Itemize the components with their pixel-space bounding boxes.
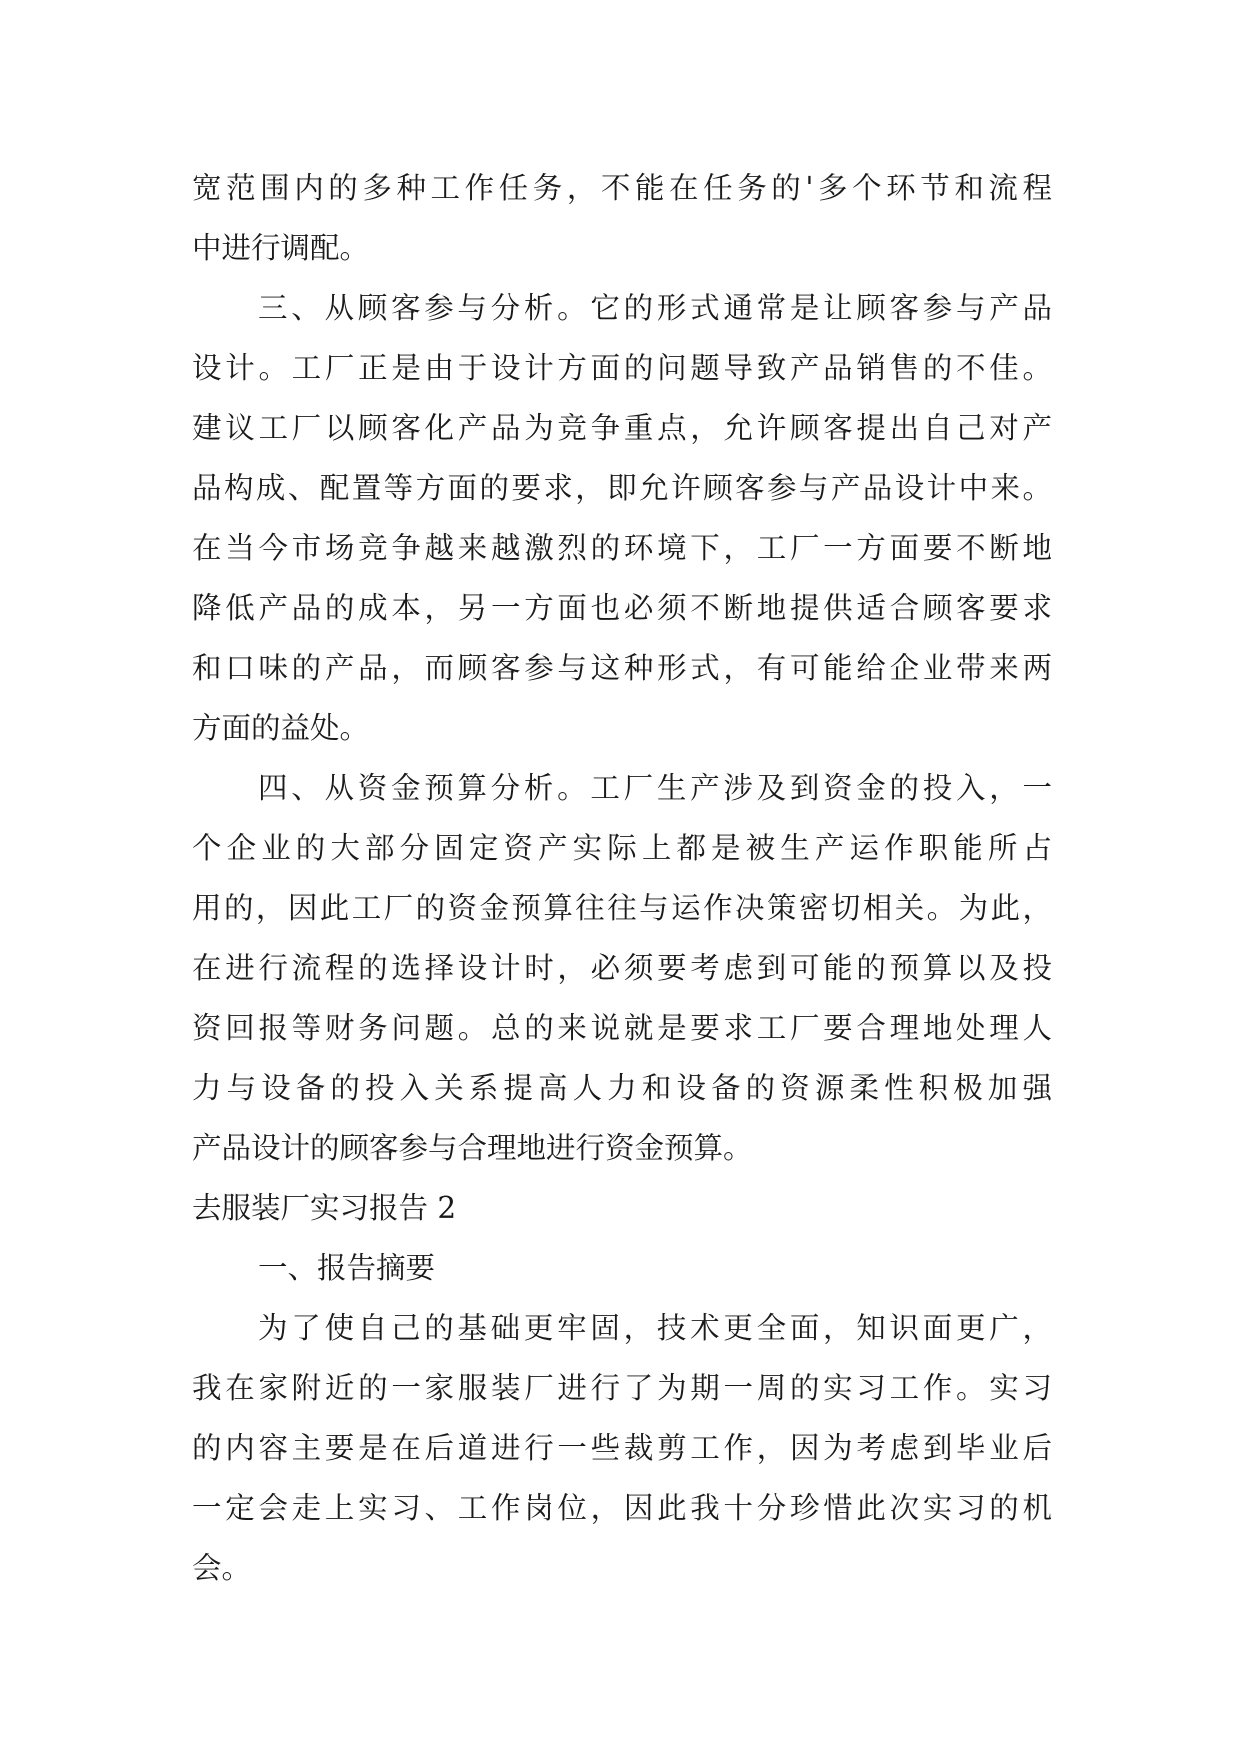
paragraph-line: 产品设计的顾客参与合理地进行资金预算。	[192, 1131, 753, 1165]
paragraph-line: 方面的益处。	[192, 711, 370, 745]
paragraph-line: 为了使自己的基础更牢固，技术更全面，知识面更广，	[258, 1311, 1052, 1345]
paragraph-line: 个企业的大部分固定资产实际上都是被生产运作职能所占	[192, 831, 1052, 865]
paragraph-line: 和口味的产品，而顾客参与这种形式，有可能给企业带来两	[192, 651, 1052, 685]
paragraph-line: 用的，因此工厂的资金预算往往与运作决策密切相关。为此，	[192, 891, 1052, 925]
paragraph-line: 会。	[192, 1551, 252, 1585]
paragraph-line: 设计。工厂正是由于设计方面的问题导致产品销售的不佳。	[192, 351, 1052, 385]
paragraph-line: 一定会走上实习、工作岗位，因此我十分珍惜此次实习的机	[192, 1491, 1052, 1525]
paragraph-line: 降低产品的成本，另一方面也必须不断地提供适合顾客要求	[192, 591, 1052, 625]
paragraph-line: 在当今市场竞争越来越激烈的环境下，工厂一方面要不断地	[192, 531, 1052, 565]
section-title: 去服装厂实习报告 2	[192, 1191, 457, 1225]
paragraph-line: 的内容主要是在后道进行一些裁剪工作，因为考虑到毕业后	[192, 1431, 1052, 1465]
paragraph-line: 我在家附近的一家服装厂进行了为期一周的实习工作。实习	[192, 1371, 1052, 1405]
paragraph-line: 品构成、配置等方面的要求，即允许顾客参与产品设计中来。	[192, 471, 1052, 505]
paragraph-line: 中进行调配。	[192, 231, 370, 265]
paragraph-line: 三、从顾客参与分析。它的形式通常是让顾客参与产品	[258, 291, 1052, 325]
paragraph-line: 在进行流程的选择设计时，必须要考虑到可能的预算以及投	[192, 951, 1052, 985]
paragraph-line: 力与设备的投入关系提高人力和设备的资源柔性积极加强	[192, 1071, 1052, 1105]
paragraph-line: 资回报等财务问题。总的来说就是要求工厂要合理地处理人	[192, 1011, 1052, 1045]
paragraph-line: 四、从资金预算分析。工厂生产涉及到资金的投入，一	[258, 771, 1052, 805]
paragraph-line: 宽范围内的多种工作任务，不能在任务的'多个环节和流程	[192, 171, 1052, 205]
paragraph-line: 建议工厂以顾客化产品为竞争重点，允许顾客提出自己对产	[192, 411, 1052, 445]
section-heading: 一、报告摘要	[258, 1251, 436, 1285]
